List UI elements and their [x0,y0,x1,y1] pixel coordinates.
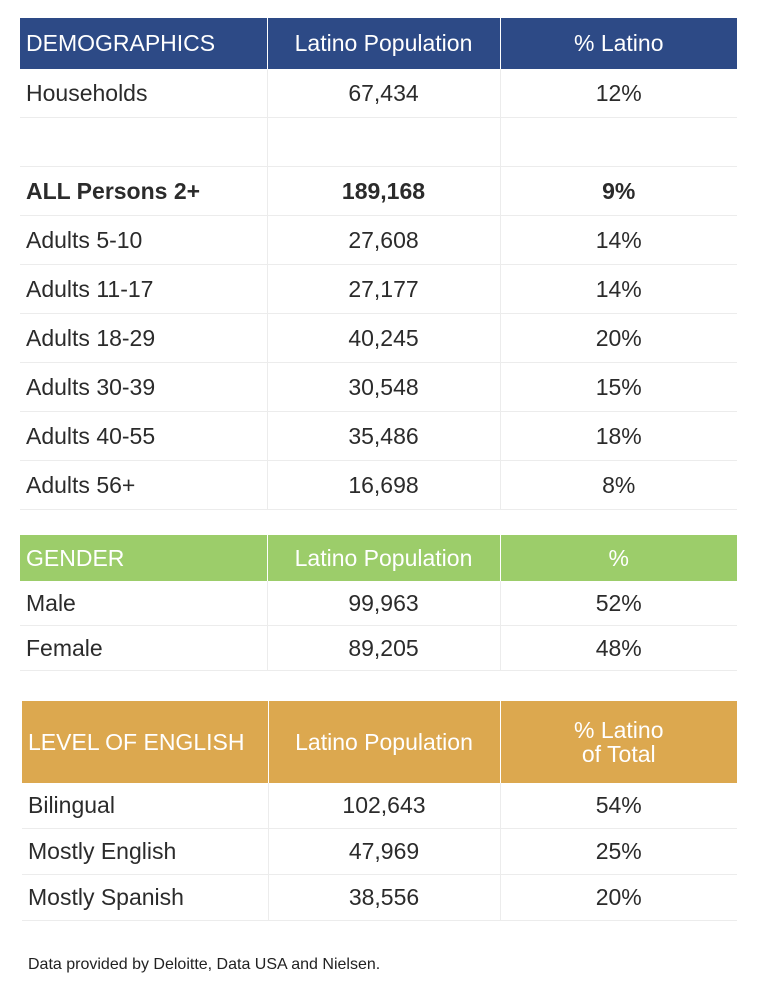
gender-header-label: GENDER [20,535,267,581]
row-percent: 14% [500,265,737,314]
row-percent: 9% [500,167,737,216]
row-label: Adults 40-55 [20,412,267,461]
english-level-table [22,701,737,921]
table-row [22,829,737,875]
table-row [20,314,737,363]
demographics-header-label: DEMOGRAPHICS [20,18,267,69]
table-row [20,581,737,626]
row-population: 99,963 [267,581,500,626]
row-percent: 20% [500,875,737,921]
english-header-percent-line1: % Latino [573,717,664,743]
row-label: Mostly Spanish [22,875,268,921]
gender-header-row [20,535,737,581]
row-label: Female [20,626,267,671]
row-label: Male [20,581,267,626]
row-population: 38,556 [268,875,500,921]
row-population: 189,168 [267,167,500,216]
row-percent: 54% [500,783,737,829]
row-population: 27,608 [267,216,500,265]
demographics-table [20,18,737,510]
row-population: 67,434 [267,69,500,118]
row-percent: 52% [500,581,737,626]
gender-table [20,535,737,671]
table-row [20,265,737,314]
table-row [20,626,737,671]
row-label: Adults 30-39 [20,363,267,412]
demographics-header-percent: % Latino [500,18,737,69]
row-population: 35,486 [267,412,500,461]
row-label: Mostly English [22,829,268,875]
row-percent: 12% [500,69,737,118]
table-row-empty [20,118,737,167]
demographics-header-row [20,18,737,69]
row-population: 30,548 [267,363,500,412]
row-population: 27,177 [267,265,500,314]
row-label: Adults 18-29 [20,314,267,363]
row-percent: 18% [500,412,737,461]
table-row [20,69,737,118]
row-label: Households [20,69,267,118]
table-row [20,363,737,412]
english-header-population: Latino Population [268,701,500,783]
table-row [22,875,737,921]
row-population: 16,698 [267,461,500,510]
english-header-percent [500,701,737,783]
source-footnote: Data provided by Deloitte, Data USA and Nielsen. [28,956,381,973]
gender-header-population: Latino Population [267,535,500,581]
table-row [20,412,737,461]
row-percent: 20% [500,314,737,363]
row-population: 47,969 [268,829,500,875]
table-row-total [20,167,737,216]
english-header-percent-line2: of Total [581,741,656,767]
table-row [20,461,737,510]
row-label: ALL Persons 2+ [20,167,267,216]
table-row [20,216,737,265]
english-header-label: LEVEL OF ENGLISH [22,701,268,783]
gender-header-percent: % [500,535,737,581]
row-label: Adults 11-17 [20,265,267,314]
row-label [20,118,267,167]
row-population [267,118,500,167]
row-percent: 8% [500,461,737,510]
demographics-header-population: Latino Population [267,18,500,69]
table-row [22,783,737,829]
row-population: 102,643 [268,783,500,829]
row-population: 40,245 [267,314,500,363]
row-population: 89,205 [267,626,500,671]
row-label: Adults 56+ [20,461,267,510]
row-percent: 14% [500,216,737,265]
row-label: Bilingual [22,783,268,829]
row-label: Adults 5-10 [20,216,267,265]
row-percent [500,118,737,167]
english-header-row [22,701,737,783]
row-percent: 25% [500,829,737,875]
row-percent: 48% [500,626,737,671]
row-percent: 15% [500,363,737,412]
